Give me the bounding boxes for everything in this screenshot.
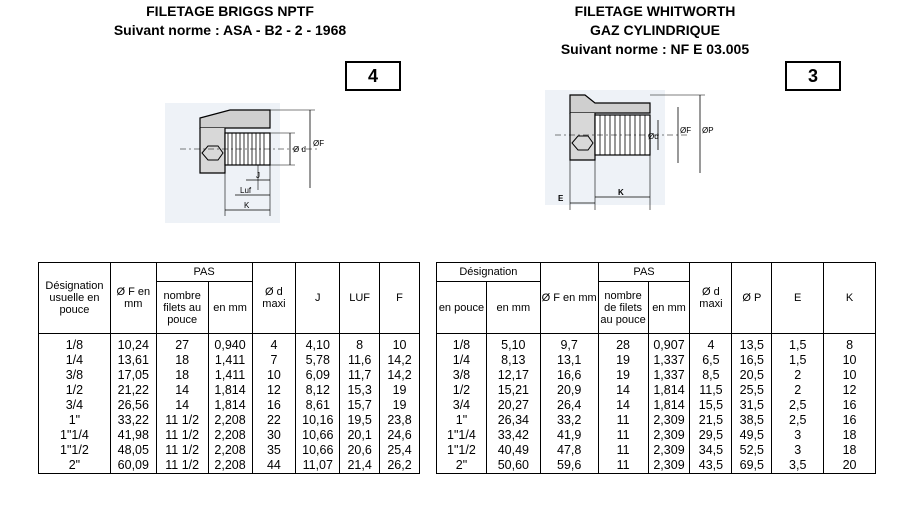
drawing-label-e: E: [558, 194, 564, 203]
table-cell: 14: [598, 398, 648, 413]
table-cell: 1,814: [648, 383, 690, 398]
table-cell: 29,5: [690, 428, 732, 443]
table-cell: 21,4: [340, 458, 380, 474]
left-title: FILETAGE BRIGGS NPTF: [146, 3, 314, 19]
table-row: [437, 353, 876, 368]
table-cell: 1,411: [208, 353, 252, 368]
table-cell: 38,5: [732, 413, 772, 428]
table-cell: 1/4: [437, 353, 487, 368]
header-en-pouce: en pouce: [437, 282, 487, 334]
drawing-label-j: J: [256, 171, 260, 180]
table-cell: 26,4: [540, 398, 598, 413]
left-number-box: 4: [345, 61, 401, 91]
table-cell: 1/2: [437, 383, 487, 398]
table-cell: 18: [824, 428, 876, 443]
table-cell: 16,5: [732, 353, 772, 368]
header-pas-mm: en mm: [648, 282, 690, 334]
table-cell: 18: [156, 368, 208, 383]
table-cell: 52,5: [732, 443, 772, 458]
table-cell: 21,22: [110, 383, 156, 398]
table-cell: 2: [772, 383, 824, 398]
table-cell: 11,5: [690, 383, 732, 398]
table-cell: 0,907: [648, 334, 690, 354]
table-cell: 48,05: [110, 443, 156, 458]
table-cell: 10,24: [110, 334, 156, 354]
table-cell: 10: [824, 368, 876, 383]
left-header: [70, 2, 390, 40]
table-cell: 1"1/2: [437, 443, 487, 458]
table-cell: 2,208: [208, 428, 252, 443]
right-title-line1: FILETAGE WHITWORTH: [574, 3, 736, 19]
header-f-mm: Ø F en mm: [110, 263, 156, 334]
table-cell: 24,6: [380, 428, 420, 443]
table-cell: 4,10: [296, 334, 340, 354]
header-d-maxi: Ø d maxi: [252, 263, 296, 334]
table-cell: 26,34: [486, 413, 540, 428]
drawing-label-f: ØF: [680, 126, 692, 135]
table-cell: 11: [598, 458, 648, 474]
table-cell: 1"1/2: [39, 443, 111, 458]
table-row: [437, 458, 876, 474]
table-row: [437, 383, 876, 398]
right-header: [485, 2, 825, 59]
table-cell: 50,60: [486, 458, 540, 474]
table-cell: 10: [380, 334, 420, 354]
table-cell: 11: [598, 413, 648, 428]
table-cell: 11,7: [340, 368, 380, 383]
header-designation: Désignation usuelle en pouce: [39, 263, 111, 334]
table-row: [437, 334, 876, 354]
drawing-label-p: ØP: [702, 126, 714, 135]
header-luf: LUF: [340, 263, 380, 334]
table-row: [39, 383, 420, 398]
table-cell: 6,09: [296, 368, 340, 383]
table-cell: 2": [437, 458, 487, 474]
right-subtitle: Suivant norme : NF E 03.005: [560, 41, 750, 57]
table-cell: 60,09: [110, 458, 156, 474]
table-cell: 41,98: [110, 428, 156, 443]
table-row: [39, 368, 420, 383]
table-cell: 17,05: [110, 368, 156, 383]
table-cell: 27: [156, 334, 208, 354]
table-cell: 2,309: [648, 428, 690, 443]
table-cell: 44: [252, 458, 296, 474]
table-cell: 26,56: [110, 398, 156, 413]
table-cell: 11,07: [296, 458, 340, 474]
table-cell: 8: [340, 334, 380, 354]
table-row: [437, 443, 876, 458]
drawing-label-k: K: [244, 201, 250, 210]
table-cell: 15,3: [340, 383, 380, 398]
table-cell: 11,6: [340, 353, 380, 368]
table-cell: 12: [824, 383, 876, 398]
table-cell: 11 1/2: [156, 443, 208, 458]
table-cell: 7: [252, 353, 296, 368]
table-cell: 1/2: [39, 383, 111, 398]
table-cell: 18: [156, 353, 208, 368]
drawing-label-f: ØF: [313, 139, 325, 148]
table-cell: 13,61: [110, 353, 156, 368]
table-cell: 19: [598, 353, 648, 368]
header-d-maxi: Ø d maxi: [690, 263, 732, 334]
table-cell: 8: [824, 334, 876, 354]
header-pas-filets: nombre filets au pouce: [156, 282, 208, 334]
table-cell: 16: [824, 398, 876, 413]
table-cell: 19: [380, 383, 420, 398]
header-pas: PAS: [156, 263, 252, 282]
table-cell: 11: [598, 443, 648, 458]
table-cell: 30: [252, 428, 296, 443]
table-cell: 5,78: [296, 353, 340, 368]
table-cell: 14,2: [380, 353, 420, 368]
table-cell: 1,337: [648, 353, 690, 368]
table-row: [437, 398, 876, 413]
table-cell: 0,940: [208, 334, 252, 354]
table-cell: 5,10: [486, 334, 540, 354]
table-cell: 41,9: [540, 428, 598, 443]
table-cell: 13,5: [732, 334, 772, 354]
table-cell: 2,5: [772, 398, 824, 413]
table-row: [39, 353, 420, 368]
header-f-mm: Ø F en mm: [540, 263, 598, 334]
table-row: [39, 428, 420, 443]
whitworth-fitting-drawing: [540, 85, 720, 215]
table-cell: 20: [824, 458, 876, 474]
table-cell: 8,12: [296, 383, 340, 398]
table-cell: 12: [252, 383, 296, 398]
header-pas-mm: en mm: [208, 282, 252, 334]
table-cell: 1/4: [39, 353, 111, 368]
table-cell: 33,22: [110, 413, 156, 428]
table-cell: 59,6: [540, 458, 598, 474]
table-cell: 20,1: [340, 428, 380, 443]
table-cell: 3/8: [39, 368, 111, 383]
table-cell: 15,7: [340, 398, 380, 413]
table-cell: 10,66: [296, 428, 340, 443]
table-row: [39, 443, 420, 458]
table-cell: 9,7: [540, 334, 598, 354]
table-cell: 10: [824, 353, 876, 368]
table-cell: 1,814: [208, 398, 252, 413]
table-cell: 49,5: [732, 428, 772, 443]
table-cell: 1"1/4: [39, 428, 111, 443]
table-cell: 15,5: [690, 398, 732, 413]
table-cell: 1,5: [772, 353, 824, 368]
table-cell: 25,4: [380, 443, 420, 458]
table-cell: 35: [252, 443, 296, 458]
table-cell: 40,49: [486, 443, 540, 458]
drawing-label-k: K: [618, 188, 624, 197]
table-cell: 11 1/2: [156, 458, 208, 474]
table-cell: 14: [598, 383, 648, 398]
table-cell: 69,5: [732, 458, 772, 474]
table-cell: 10: [252, 368, 296, 383]
table-cell: 11 1/2: [156, 428, 208, 443]
table-row: [437, 413, 876, 428]
header-pas-filets: nombre de filets au pouce: [598, 282, 648, 334]
right-title-line2: GAZ CYLINDRIQUE: [590, 22, 720, 38]
header-en-mm: en mm: [486, 282, 540, 334]
drawing-label-d: Ø d: [293, 145, 306, 154]
left-subtitle: Suivant norme : ASA - B2 - 2 - 1968: [113, 22, 347, 38]
table-cell: 8,13: [486, 353, 540, 368]
table-cell: 1,5: [772, 334, 824, 354]
table-cell: 22: [252, 413, 296, 428]
table-cell: 10,16: [296, 413, 340, 428]
table-cell: 16: [824, 413, 876, 428]
right-number-box: 3: [785, 61, 841, 91]
table-cell: 34,5: [690, 443, 732, 458]
table-row: [39, 334, 420, 354]
header-j: J: [296, 263, 340, 334]
table-cell: 20,5: [732, 368, 772, 383]
table-cell: 14,2: [380, 368, 420, 383]
table-cell: 3/4: [437, 398, 487, 413]
table-cell: 2,309: [648, 458, 690, 474]
table-cell: 1/8: [437, 334, 487, 354]
table-row: [437, 428, 876, 443]
table-cell: 23,8: [380, 413, 420, 428]
header-designation: Désignation: [437, 263, 541, 282]
table-cell: 11 1/2: [156, 413, 208, 428]
table-cell: 3,5: [772, 458, 824, 474]
table-cell: 1/8: [39, 334, 111, 354]
table-cell: 18: [824, 443, 876, 458]
table-cell: 31,5: [732, 398, 772, 413]
table-cell: 11: [598, 428, 648, 443]
table-cell: 8,61: [296, 398, 340, 413]
table-cell: 2,309: [648, 443, 690, 458]
table-cell: 26,2: [380, 458, 420, 474]
drawing-label-luf: Luf: [240, 186, 252, 195]
table-cell: 14: [156, 398, 208, 413]
table-cell: 3/8: [437, 368, 487, 383]
table-cell: 1"1/4: [437, 428, 487, 443]
table-cell: 2,208: [208, 443, 252, 458]
table-cell: 1,814: [208, 383, 252, 398]
table-cell: 1": [39, 413, 111, 428]
header-k: K: [824, 263, 876, 334]
table-cell: 3/4: [39, 398, 111, 413]
table-cell: 1,411: [208, 368, 252, 383]
whitworth-table: [436, 262, 876, 474]
table-cell: 20,6: [340, 443, 380, 458]
table-cell: 33,42: [486, 428, 540, 443]
table-cell: 3: [772, 443, 824, 458]
table-cell: 2": [39, 458, 111, 474]
header-p: Ø P: [732, 263, 772, 334]
table-cell: 15,21: [486, 383, 540, 398]
table-cell: 1,337: [648, 368, 690, 383]
table-row: [39, 398, 420, 413]
table-cell: 21,5: [690, 413, 732, 428]
table-cell: 8,5: [690, 368, 732, 383]
table-cell: 1,814: [648, 398, 690, 413]
table-cell: 2,208: [208, 413, 252, 428]
table-cell: 12,17: [486, 368, 540, 383]
table-cell: 16,6: [540, 368, 598, 383]
nptf-table: [38, 262, 420, 474]
drawing-label-d: Ød: [648, 132, 659, 141]
table-row: [39, 413, 420, 428]
table-cell: 20,27: [486, 398, 540, 413]
header-e: E: [772, 263, 824, 334]
table-cell: 20,9: [540, 383, 598, 398]
table-cell: 2,5: [772, 413, 824, 428]
table-cell: 1": [437, 413, 487, 428]
table-row: [39, 458, 420, 474]
header-f: F: [380, 263, 420, 334]
table-cell: 28: [598, 334, 648, 354]
table-cell: 2,309: [648, 413, 690, 428]
table-cell: 25,5: [732, 383, 772, 398]
table-cell: 2: [772, 368, 824, 383]
table-row: [437, 368, 876, 383]
table-cell: 19,5: [340, 413, 380, 428]
table-cell: 47,8: [540, 443, 598, 458]
table-cell: 2,208: [208, 458, 252, 474]
table-cell: 19: [380, 398, 420, 413]
table-cell: 33,2: [540, 413, 598, 428]
table-cell: 19: [598, 368, 648, 383]
table-cell: 6,5: [690, 353, 732, 368]
table-cell: 3: [772, 428, 824, 443]
nptf-fitting-drawing: [160, 98, 360, 228]
table-cell: 13,1: [540, 353, 598, 368]
table-cell: 16: [252, 398, 296, 413]
table-cell: 14: [156, 383, 208, 398]
table-cell: 4: [252, 334, 296, 354]
header-pas: PAS: [598, 263, 690, 282]
table-cell: 10,66: [296, 443, 340, 458]
table-cell: 43,5: [690, 458, 732, 474]
table-cell: 4: [690, 334, 732, 354]
